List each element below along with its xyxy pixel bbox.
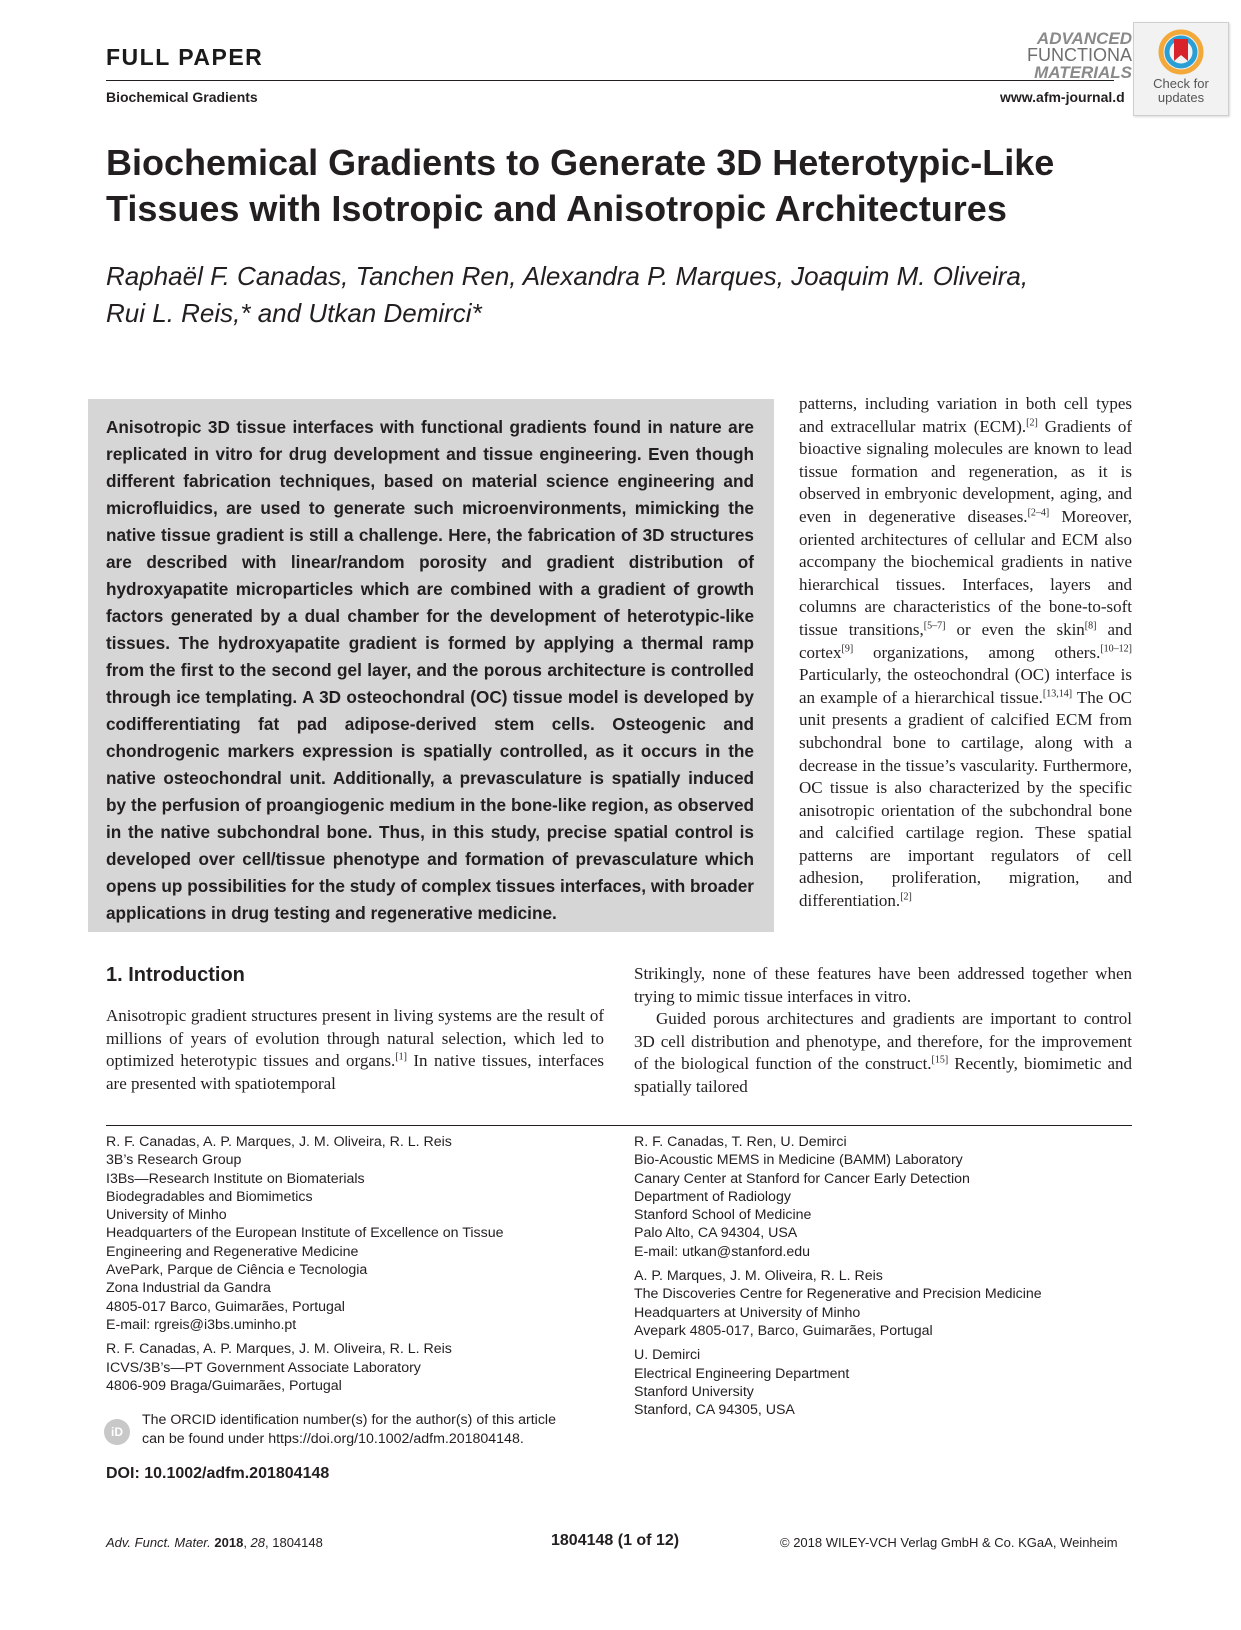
body-paragraph: Strikingly, none of these features have been addressed together when trying to mimic tissue interfaces in vitro. <box>634 964 1132 1006</box>
orcid-note: The ORCID identification number(s) for the author(s) of this article can be found under https://doi.org/10.1002/adfm.201804148. <box>142 1411 612 1448</box>
citation-ref[interactable]: [8] <box>1084 620 1097 632</box>
citation-ref[interactable]: [1] <box>395 1051 407 1063</box>
logo-line-1: ADVANCED <box>1036 29 1132 48</box>
body-paragraph: Guided porous architectures and gradients are important to control 3D cell distribution and phenotype, and therefore, for the improvement of the biological function of the construct.[15] Recently, biomimetic and spatially tailored <box>634 1009 1133 1096</box>
body-paragraph-intro: Anisotropic gradient structures present in living systems are the result of millions of years of evolution through natural selection, which led to optimized heterotypic tissues and organs.[1] In native tissues, interfaces are presented with spatiotemporal <box>106 1006 604 1093</box>
affiliation-block: A. P. Marques, J. M. Oliveira, R. L. Reis The Discoveries Centre for Regenerative and Precision Medicine Headquarters at University of Minho Avepark 4805-017, Barco, Guimarães, Portugal <box>634 1268 1042 1339</box>
affiliation-block: R. F. Canadas, T. Ren, U. Demirci Bio-Acoustic MEMS in Medicine (BAMM) Laboratory Canary Center at Stanford for Cancer Early Detection Department of Radiology Stanford School of Medicine Palo Alto, CA 94304, USA E-mail: utkan@stanford.edu <box>634 1133 1134 1261</box>
citation-ref[interactable]: [13,14] <box>1042 688 1073 700</box>
citation-ref[interactable]: [2] <box>900 891 912 903</box>
authors-line-2: Rui L. Reis,* and Utkan Demirci* <box>106 298 482 328</box>
title-line-2: Tissues with Isotropic and Anisotropic Architectures <box>106 188 1007 229</box>
article-title <box>106 140 1106 232</box>
doi-link[interactable]: can be found under https://doi.org/10.1002/adfm.201804148. <box>142 1430 524 1447</box>
header-divider <box>106 80 1114 81</box>
author-list <box>106 258 1106 332</box>
title-line-1: Biochemical Gradients to Generate 3D Heterotypic-Like <box>106 142 1055 183</box>
affiliation-block: R. F. Canadas, A. P. Marques, J. M. Oliveira, R. L. Reis ICVS/3B’s—PT Government Associate Laboratory 4806-909 Braga/Guimarães, Portugal <box>106 1341 452 1394</box>
affiliation-block: U. Demirci Electrical Engineering Department Stanford University Stanford, CA 94305, USA <box>634 1347 850 1419</box>
citation-ref[interactable]: [5–7] <box>923 620 946 632</box>
citation-ref[interactable]: [10–12] <box>1100 642 1132 654</box>
authors-line-1: Raphaël F. Canadas, Tanchen Ren, Alexandra P. Marques, Joaquim M. Oliveira, <box>106 261 1029 291</box>
citation-ref[interactable]: [15] <box>931 1054 949 1066</box>
crossmark-icon <box>1158 29 1204 75</box>
logo-line-2: FUNCTIONA <box>1027 45 1132 65</box>
email-link[interactable]: E-mail: rgreis@i3bs.uminho.pt <box>106 1316 297 1333</box>
check-for-updates-line2: updates <box>1157 90 1205 105</box>
email-link[interactable]: E-mail: utkan@stanford.edu <box>634 1243 811 1260</box>
affiliations-divider <box>106 1125 1132 1126</box>
citation-footer: Adv. Funct. Mater. 2018, 28, 1804148 <box>106 1535 323 1550</box>
check-for-updates-line1: Check for <box>1153 76 1209 91</box>
body-paragraph-right-top: patterns, including variation in both cell types and extracellular matrix (ECM).[2] Gradients of bioactive signaling molecules are known to lead tissue formation and regeneration, as it is observed in embryonic development, aging, and even in degenerative diseases.[2–4] Moreover, oriented architectures of cellular and ECM also accompany the biochemical gradients in native hierarchical tissues. Interfaces, layers and columns are characteristics of the bone-to-soft tissue transitions,[5–7] or even the skin[8] and cortex[9] organizations, among others.[10–12] Particularly, the osteochondral (OC) interface is an example of a hierarchical tissue.[13,14] The OC unit presents a gradient of calcified ECM from subchondral bone to cartilage, along with a decrease in the tissue’s vascularity. Furthermore, OC tissue is also characterized by the specific anisotropic orientation of the subchondral bone and calcified cartilage region. These spatial patterns are important regulators of cell adhesion, proliferation, migration, and differentiation.[2] <box>799 394 1133 911</box>
orcid-icon: iD <box>104 1419 130 1445</box>
citation-ref[interactable]: [2] <box>1026 416 1038 428</box>
doi-label: DOI: 10.1002/adfm.201804148 <box>106 1465 330 1482</box>
section-heading-introduction: 1. Introduction <box>106 964 245 986</box>
citation-ref[interactable]: [9] <box>841 642 854 654</box>
abstract-text: Anisotropic 3D tissue interfaces with functional gradients found in nature are replicated in vitro for drug development and tissue engineering. Even though different fabrication techniques, based on material science engineering and microfluidics, are used to generate such microenvironments, mimicking the native tissue gradient is still a challenge. Here, the fabrication of 3D structures are described with linear/random porosity and gradient distribution of hydroxyapatite microparticles which are combined with a gradient of growth factors generated by a dual chamber for the development of heterotypic-like tissues. The hydroxyapatite gradient is formed by applying a thermal ramp from the first to the second gel layer, and the porous architecture is controlled through ice templating. A 3D osteochondral (OC) tissue model is developed by codifferentiating fat pad adipose-derived stem cells. Osteogenic and chondrogenic markers expression is spatially controlled, as it occurs in the native osteochondral unit. Additionally, a prevasculature is spatially induced by the perfusion of proangiogenic medium in the bone-like region, as observed in the native subchondral bone. Thus, in this study, precise spatial control is developed over cell/tissue phenotype and formation of prevasculature which opens up possibilities for the study of complex tissues interfaces, with broader applications in drug testing and regenerative medicine. <box>106 417 754 923</box>
affiliation-block: R. F. Canadas, A. P. Marques, J. M. Oliveira, R. L. Reis 3B’s Research Group I3Bs—Research Institute on Biomaterials Biodegradables and Biomimetics University of Minho Headquarters of the European Institute of Excellence on Tissue Engineering and Regenerative Medicine AvePark, Parque de Ciência e Tecnologia Zona Industrial da Gandra 4805-017 Barco, Guimarães, Portugal E-mail: rgreis@i3bs.uminho.pt <box>106 1133 606 1334</box>
journal-url-link[interactable]: www.afm-journal.d <box>1000 89 1125 105</box>
journal-logo <box>1020 30 1132 81</box>
paper-type-label: FULL PAPER <box>106 44 264 70</box>
logo-line-3: MATERIALS <box>1034 63 1132 82</box>
page-number: 1804148 (1 of 12) <box>551 1532 680 1549</box>
citation-ref[interactable]: [2–4] <box>1027 507 1050 519</box>
copyright-notice: © 2018 WILEY-VCH Verlag GmbH & Co. KGaA, Weinheim <box>780 1535 1118 1550</box>
affiliations-right <box>634 1133 1134 1419</box>
affiliations-left <box>106 1133 606 1395</box>
check-for-updates-button[interactable] <box>1133 22 1229 116</box>
section-label: Biochemical Gradients <box>106 89 258 105</box>
body-right-column <box>634 963 1132 1099</box>
